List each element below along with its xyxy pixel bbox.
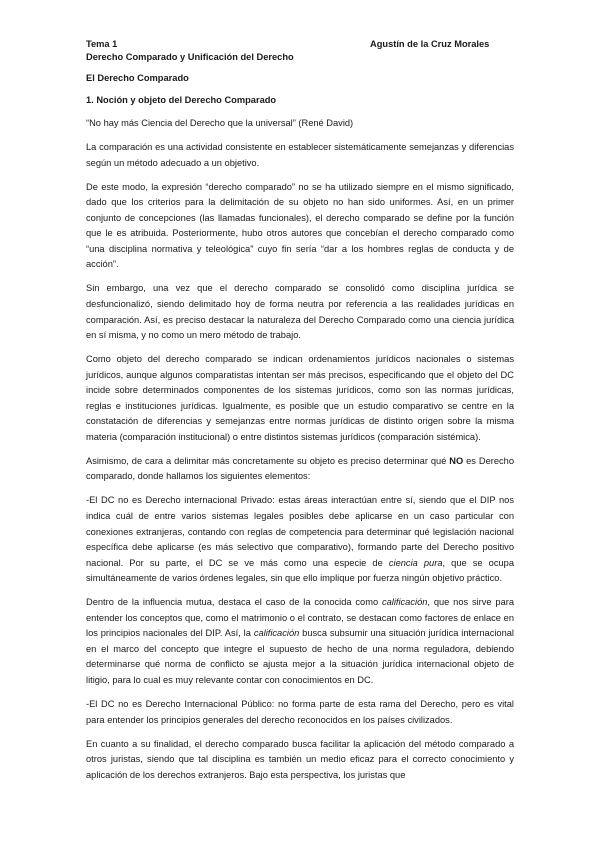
- section-title: El Derecho Comparado: [86, 73, 189, 83]
- paragraph-7: [86, 595, 514, 688]
- paragraph-7-italic-2: calificación: [253, 628, 300, 639]
- paragraph-6-part-a: -El DC no es Derecho internacional Privado: estas áreas interactúan entre sí, siendo que el DIP nos indica cuál de entre varios sistemas legales posibles debe aplicarse en un caso particular con conexiones extranjeras, contando con reglas de competencia para determinar qué legislación nacional específica debe aplicarse (es más selectivo que comparativo), formando parte del Derecho positivo nacional. Por su parte, el DC se ve más como una especie de: [86, 495, 514, 568]
- header-author: Agustín de la Cruz Morales: [370, 39, 490, 49]
- subsection-title: 1. Noción y objeto del Derecho Comparado: [86, 95, 277, 105]
- paragraph-7-part-a: Dentro de la influencia mutua, destaca el caso de la conocida como: [86, 597, 382, 608]
- paragraph-5-bold-no: NO: [449, 455, 464, 466]
- header-tema: Tema 1: [86, 39, 118, 49]
- paragraph-6: [86, 493, 514, 586]
- quote: “No hay más Ciencia del Derecho que la universal” (René David): [86, 118, 354, 128]
- paragraph-1: La comparación es una actividad consistente en establecer sistemáticamente semejanzas y diferencias según un método adecuado a un objetivo.: [86, 142, 514, 168]
- paragraph-4: Como objeto del derecho comparado se indican ordenamientos jurídicos nacionales o sistemas jurídicos, aunque algunos comparatistas intentan ser más precisos, especificando que el objeto del DC incide sobre determinados componentes de los sistemas jurídicos, como son las normas jurídicas, reglas e instituciones jurídicas. Igualmente, es posible que un estudio comparativo se centre en la constatación de diferencias y semejanzas entre normas jurídicas de distinto origen sobre la misma materia (comparación institucional) o entre distintos sistemas jurídicos (comparación sistémica).: [86, 354, 514, 442]
- paragraph-5-part-a: Asimismo, de cara a delimitar más concretamente su objeto es preciso determinar qué: [86, 455, 450, 466]
- paragraph-5-part-c: es Derecho comparado, donde hallamos los siguientes elementos:: [86, 455, 514, 482]
- paragraph-7-italic-1: calificación: [381, 597, 428, 608]
- paragraph-3: Sin embargo, una vez que el derecho comparado se consolidó como disciplina jurídica se desfuncionalizó, siendo delimitado hoy de forma neutra por referencia a las realidades jurídicas en comparación. Así, es preciso destacar la naturaleza del Derecho Comparado como una ciencia jurídica en sí misma, y no como un mero método de trabajo.: [86, 283, 514, 341]
- header-subject: Derecho Comparado y Unificación del Derecho: [86, 52, 294, 62]
- document-body: [86, 72, 514, 792]
- paragraph-5: [86, 454, 514, 485]
- paragraph-2: De este modo, la expresión “derecho comparado” no se ha utilizado siempre en el mismo significado, dado que los criterios para la delimitación de su objeto no han sido uniformes. Así, en un primer conjunto de concepciones (las llamadas funcionales), el derecho comparado se define por la función que le es atribuida. Posteriormente, hubo otros autores que concebían el derecho comparado como “una disciplina normativa y teleológica” cuyo fin sería “dar a los hombres reglas de conducta y de acción”.: [86, 181, 514, 270]
- paragraph-6-italic: ciencia pura: [388, 557, 443, 568]
- paragraph-7-part-e: busca subsumir una situación jurídica internacional en el marco del concepto que integre el supuesto de hecho de una norma reguladora, debiendo determinarse qué norma de conflicto se ajusta mejor a la situación jurídica internacional objeto de litigio, para lo cual es muy relevante contar con conocimientos en DC.: [86, 628, 514, 685]
- paragraph-6-part-c: , que se ocupa simultáneamente de varios órdenes legales, sin que ello implique por fuerza ningún objetivo práctico.: [86, 557, 514, 584]
- paragraph-7-part-c: , que nos sirve para entender los conceptos que, como el matrimonio o el contrato, se destacan como factores de enlace en los principios nacionales del DIP. Así, la: [86, 597, 515, 639]
- paragraph-9: En cuanto a su finalidad, el derecho comparado busca facilitar la aplicación del método comparado a otros juristas, siendo que tal disciplina es también un medio eficaz para el correcto conocimiento y aplicación de los derechos extranjeros. Bajo esta perspectiva, los juristas que: [86, 738, 514, 780]
- page-header-left: [86, 38, 294, 64]
- paragraph-8: -El DC no es Derecho Internacional Público: no forma parte de esta rama del Derecho, pero es vital para entender los principios generales del derecho reconocidos en los países civilizados.: [86, 699, 514, 725]
